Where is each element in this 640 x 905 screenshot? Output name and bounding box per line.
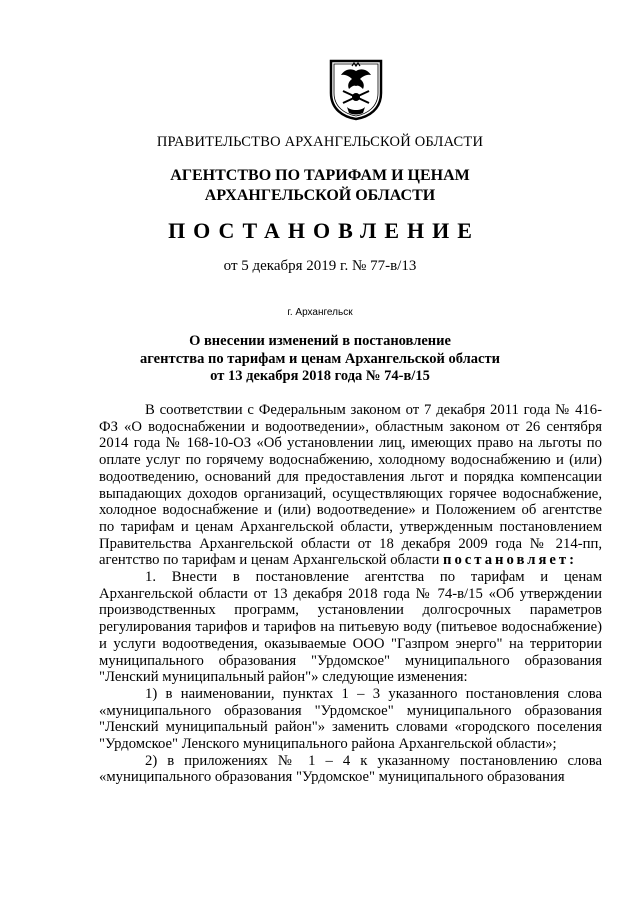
paragraph-subitem-1: 1) в наименовании, пунктах 1 – 3 указанного постановления слова «муниципального образования "Урдомское" муниципального образования "Ленский муниципальный район"» заменить словами «городского поселения "Урдомское" Ленского муниципального района Архангельской области»; (99, 685, 602, 753)
document-type: ПОСТАНОВЛЕНИЕ (168, 218, 480, 243)
government-name: ПРАВИТЕЛЬСТВО АРХАНГЕЛЬСКОЙ ОБЛАСТИ (156, 134, 484, 150)
city: г. Архангельск (287, 307, 353, 318)
date-number: от 5 декабря 2019 г. № 77-в/13 (223, 258, 417, 274)
document-body (99, 402, 602, 786)
title-line3: от 13 декабря 2018 года № 74-в/15 (210, 368, 430, 384)
paragraph-item-1: 1. Внести в постановление агентства по тарифам и ценам Архангельской области от 13 декабря 2018 года № 74-в/15 «Об утверждении производственных программ, установлении долгосрочных параметров регулирования тарифов и тарифов на питьевую воду (питьевое водоснабжение) и услуги водоотведения, оказываемые ООО "Газпром энерго" на территории муниципального образования "Урдомское" муниципального образования "Ленский муниципальный район"» следующие изменения: (99, 569, 602, 686)
agency-name-line1: АГЕНТСТВО ПО ТАРИФАМ И ЦЕНАМ (170, 167, 470, 184)
paragraph-subitem-2: 2) в приложениях № 1 – 4 к указанному постановлению слова «муниципального образования "Урдомское" муниципального образования (99, 752, 602, 786)
preamble-text: В соответствии с Федеральным законом от 7 декабря 2011 года № 416-ФЗ «О водоснабжении и водоотведении», областным законом от 26 сентября 2014 года № 168-10-ОЗ «Об установлении лиц, имеющих право на льготы по оплате услуг по горячему водоснабжению, холодному водоснабжению и (или) водоотведению, оснований для предоставления льгот и порядка компенсации выпадающих доходов организаций, осуществляющих горячее водоснабжение, холодное водоснабжение и (или) водоотведение» и Положением об агентстве по тарифам и ценам Архангельской области, утвержденным постановлением Правительства Архангельской области от 18 декабря 2009 года № 214-пп, агентство по тарифам и ценам Архангельской области (99, 402, 602, 569)
agency-name-line2: АРХАНГЕЛЬСКОЙ ОБЛАСТИ (204, 187, 436, 204)
paragraph-preamble (99, 402, 602, 569)
title-line2: агентства по тарифам и ценам Архангельской области (140, 350, 500, 367)
resolves-keyword: постановляет: (442, 552, 578, 569)
title-line1: О внесении изменений в постановление (189, 333, 451, 349)
agency-name (0, 166, 640, 206)
document-title (0, 333, 640, 386)
coat-of-arms-icon (327, 55, 385, 121)
